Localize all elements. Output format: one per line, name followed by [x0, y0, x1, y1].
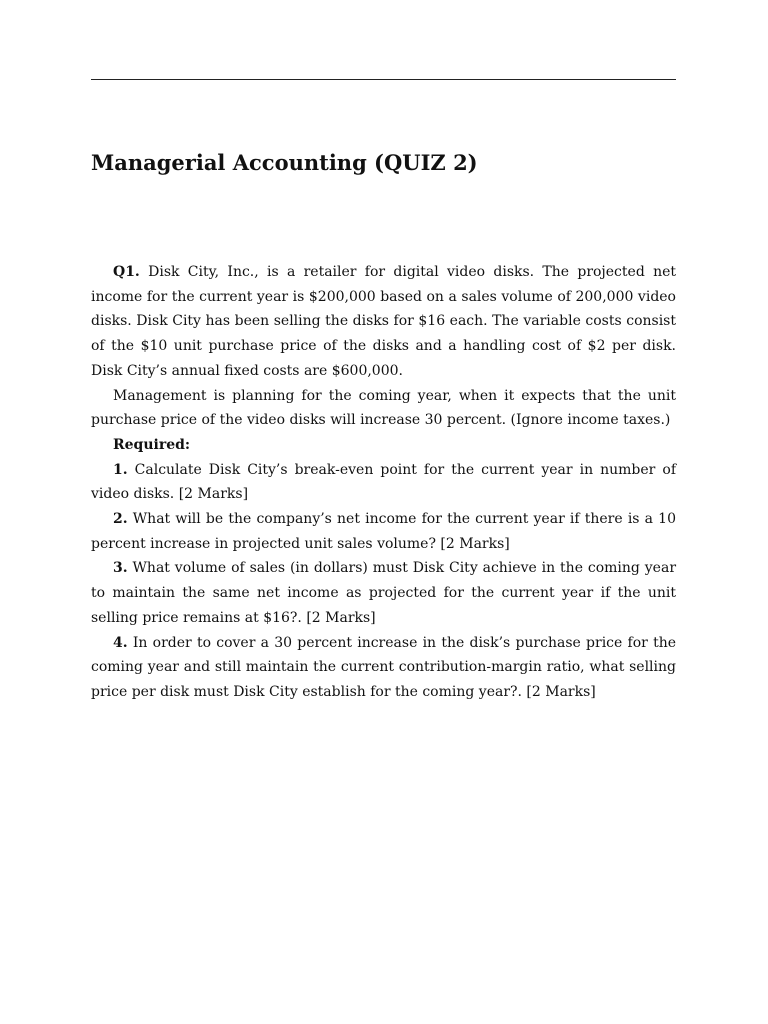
required-item-number: 1.: [113, 461, 128, 478]
required-item-text: In order to cover a 30 percent increase in the disk’s purchase price for the coming year and still maintain the current contribution-margin ratio, what selling price per disk must Disk City establish for the coming year?. [2 Marks]: [91, 634, 677, 700]
question-label: Q1.: [113, 264, 140, 280]
planning-text: Management is planning for the coming year, when it expects that the unit purchase price of the video disks will increase 30 percent. (Ignore income taxes.): [91, 387, 676, 429]
required-item-text: Calculate Disk City’s break-even point for the current year in number of video disks. [2 Marks]: [91, 461, 677, 503]
required-label: Required:: [113, 436, 191, 453]
required-item: [91, 458, 676, 507]
required-item-number: 3.: [113, 560, 128, 577]
required-item: [91, 556, 676, 630]
required-heading: [91, 433, 676, 458]
required-item-number: 2.: [113, 511, 128, 528]
planning-paragraph: [91, 384, 676, 433]
question-body: [91, 260, 676, 705]
question-intro-paragraph: [91, 260, 676, 384]
required-item-number: 4.: [113, 634, 128, 651]
required-item: [91, 631, 676, 705]
required-item-text: What volume of sales (in dollars) must Disk City achieve in the coming year to maintain the same net income as projected for the current year if the unit selling price remains at $16?. [2 Marks]: [91, 560, 677, 626]
question-intro-text: Disk City, Inc., is a retailer for digital video disks. The projected net income for the current year is $200,000 based on a sales volume of 200,000 video disks. Disk City has been selling the disks for $16 each. The variable costs consist of the $10 unit purchase price of the disks and a handling cost of $2 per disk. Disk City’s annual fixed costs are $600,000.: [91, 264, 677, 379]
header-rule: [91, 79, 676, 80]
required-item-text: What will be the company’s net income for the current year if there is a 10 percent increase in projected unit sales volume? [2 Marks]: [91, 511, 676, 552]
page-title: Managerial Accounting (QUIZ 2): [91, 150, 478, 175]
required-item: [91, 507, 676, 556]
